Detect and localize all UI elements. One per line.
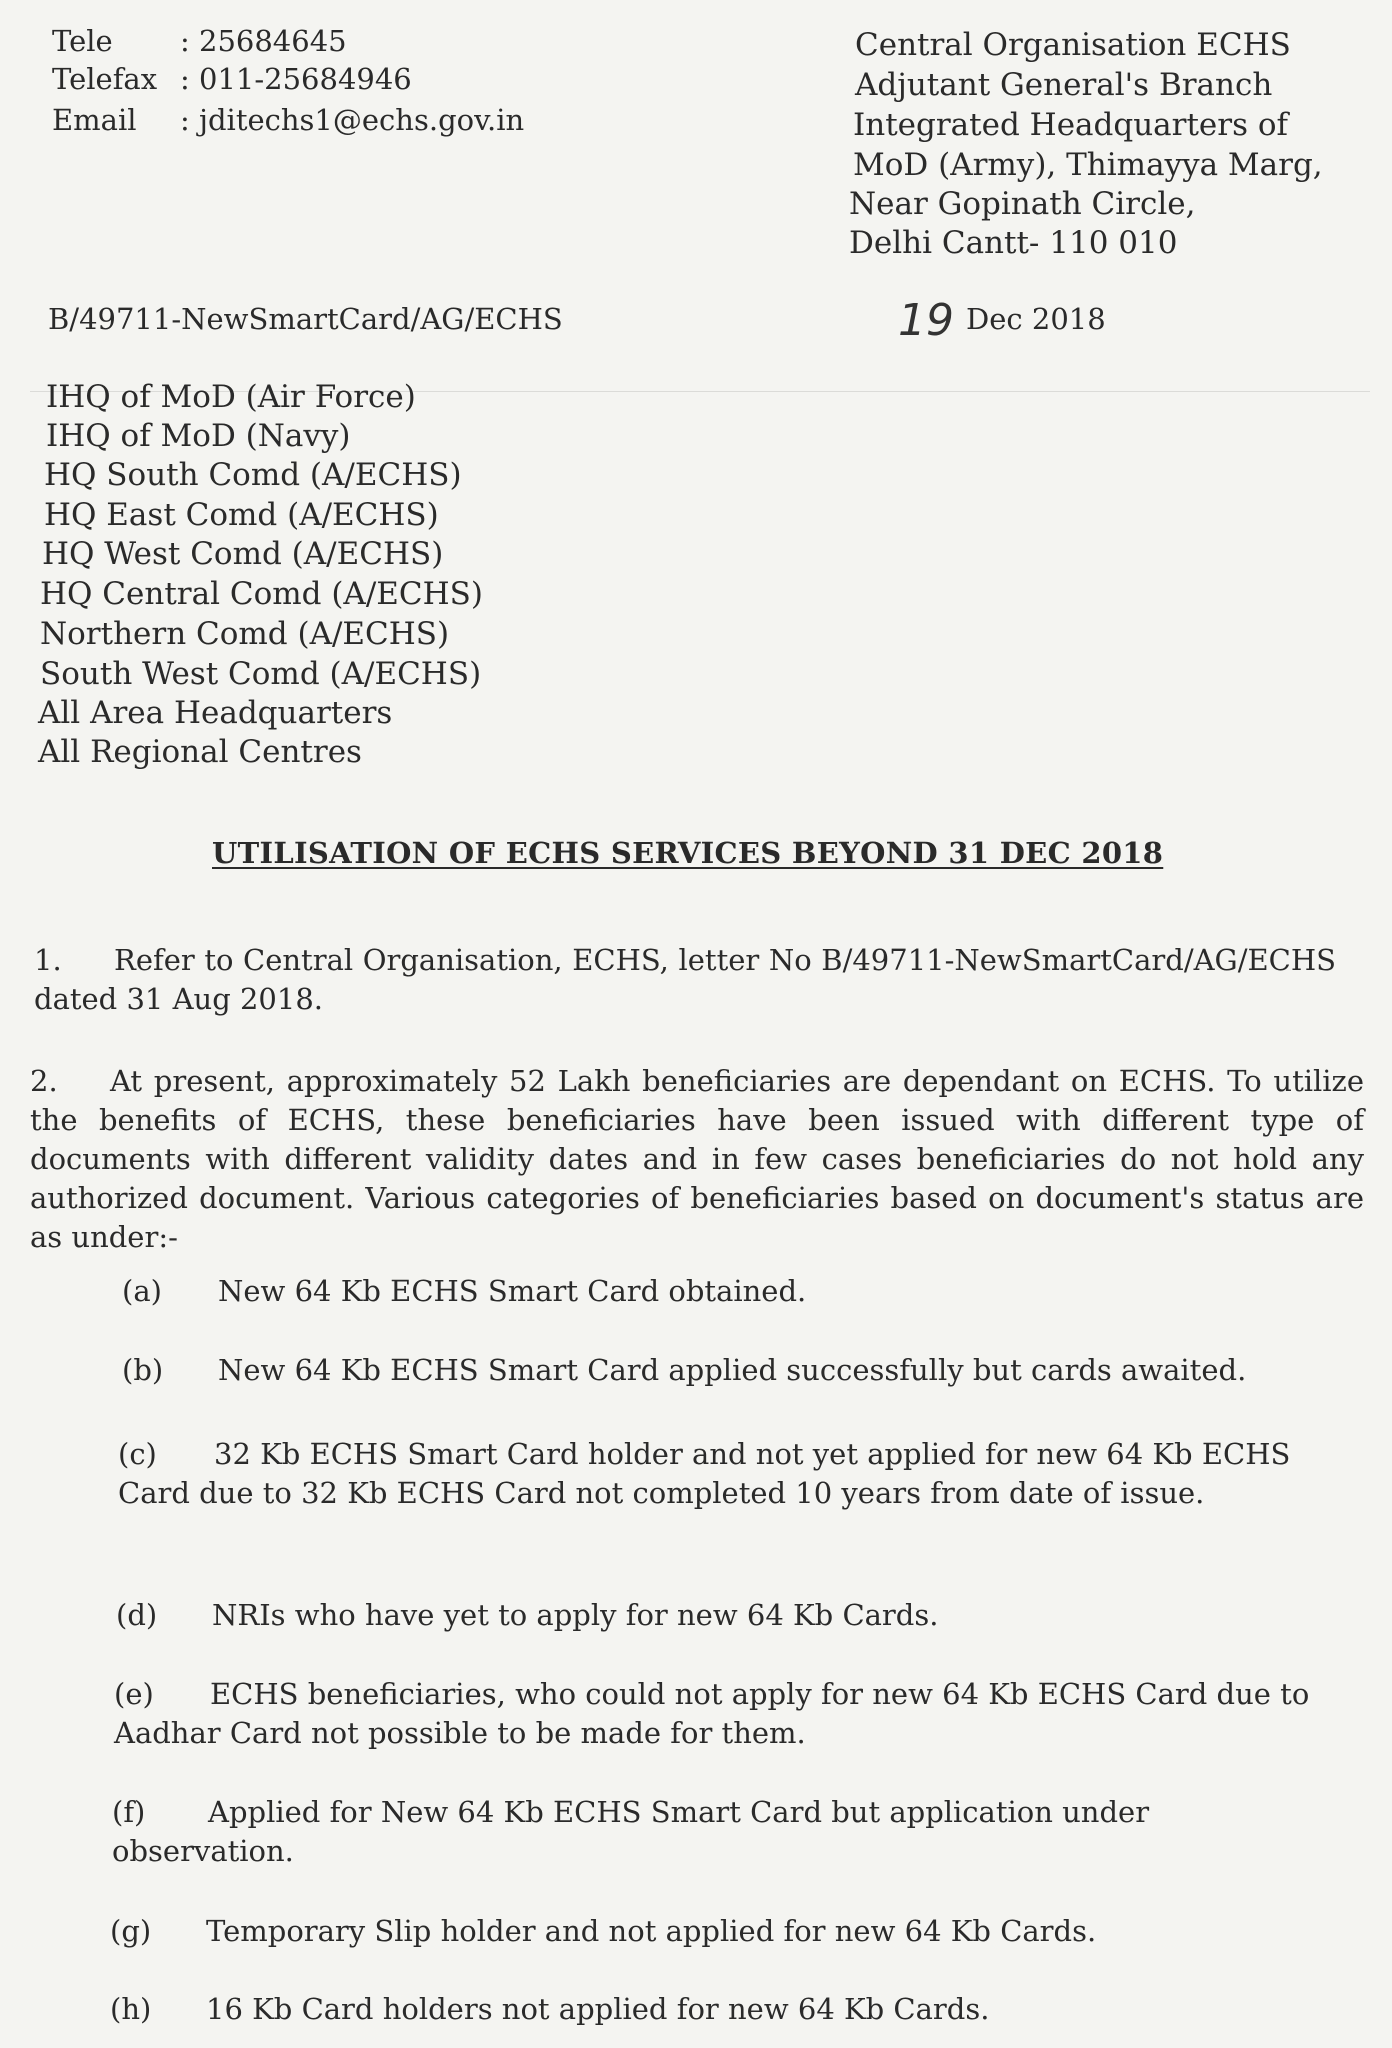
- addressee: HQ South Comd (A/ECHS): [44, 457, 462, 493]
- item-label: (h): [110, 1992, 152, 2026]
- item-label: (e): [114, 1677, 154, 1711]
- item-text: ECHS beneficiaries, who could not apply for new 64 Kb ECHS Card due to Aadhar Card not possible to be made for them.: [114, 1677, 1310, 1750]
- item-label: (c): [118, 1437, 157, 1471]
- contact-label: Telefax: [52, 62, 158, 96]
- item-text: 32 Kb ECHS Smart Card holder and not yet applied for new 64 Kb ECHS Card due to 32 Kb ECHS Card not completed 10 years from date of issue.: [118, 1437, 1291, 1510]
- item-label: (f): [112, 1795, 146, 1829]
- list-item: [118, 1435, 1328, 1513]
- letter-date: [898, 295, 1106, 346]
- subject-heading: UTILISATION OF ECHS SERVICES BEYOND 31 DEC 2018: [212, 836, 1164, 870]
- item-text: Temporary Slip holder and not applied for new 64 Kb Cards.: [206, 1914, 1097, 1948]
- address-line: Adjutant General's Branch: [855, 67, 1273, 103]
- contact-telefax: [52, 62, 412, 96]
- addressee: IHQ of MoD (Air Force): [46, 379, 416, 415]
- list-item: [122, 1272, 1342, 1311]
- contact-label: Tele: [52, 24, 113, 58]
- file-reference: B/49711-NewSmartCard/AG/ECHS: [48, 302, 563, 336]
- paragraph-number: 2.: [30, 1064, 58, 1098]
- date-month-year: Dec 2018: [966, 302, 1106, 336]
- list-item: [110, 1990, 1330, 2029]
- item-label: (d): [116, 1598, 158, 1632]
- addressee: IHQ of MoD (Navy): [46, 418, 351, 454]
- contact-value: : 011-25684946: [180, 62, 412, 96]
- address-line: Integrated Headquarters of: [853, 107, 1288, 143]
- date-day-handwritten: 19: [898, 295, 954, 346]
- paragraph-text: At present, approximately 52 Lakh beneficiaries are dependant on ECHS. To utilize the benefits of ECHS, these beneficiaries have been issued with different type of documents with different validity dates and in few cases beneficiaries do not hold any authorized document. Various categories of beneficiaries based on document's status are as under:-: [30, 1064, 1364, 1254]
- addressee: HQ West Comd (A/ECHS): [42, 536, 444, 572]
- addressee: HQ East Comd (A/ECHS): [44, 497, 439, 533]
- list-item: [112, 1793, 1332, 1871]
- addressee: Northern Comd (A/ECHS): [40, 616, 450, 652]
- item-label: (a): [122, 1274, 162, 1308]
- item-text: NRIs who have yet to apply for new 64 Kb Cards.: [212, 1598, 939, 1632]
- item-text: New 64 Kb ECHS Smart Card obtained.: [218, 1274, 807, 1308]
- contact-value: : jditechs1@echs.gov.in: [180, 103, 525, 137]
- item-text: Applied for New 64 Kb ECHS Smart Card but application under observation.: [112, 1795, 1150, 1868]
- paragraph-number: 1.: [34, 943, 62, 977]
- addressee: HQ Central Comd (A/ECHS): [40, 576, 483, 612]
- list-item: [114, 1675, 1334, 1753]
- item-label: (b): [122, 1353, 164, 1387]
- address-line: MoD (Army), Thimayya Marg,: [853, 147, 1323, 183]
- paragraph-text: Refer to Central Organisation, ECHS, letter No B/49711-NewSmartCard/AG/ECHS dated 31 Aug 2018.: [34, 943, 1336, 1016]
- item-label: (g): [110, 1914, 152, 1948]
- contact-email: [52, 103, 524, 137]
- address-line: Central Organisation ECHS: [855, 27, 1291, 63]
- addressee: All Area Headquarters: [38, 695, 393, 731]
- contact-label: Email: [52, 103, 137, 137]
- addressee: South West Comd (A/ECHS): [40, 656, 482, 692]
- paragraph-2: [30, 1062, 1364, 1257]
- list-item: [116, 1596, 1336, 1635]
- contact-value: : 25684645: [180, 24, 347, 58]
- list-item: [110, 1912, 1330, 1951]
- item-text: New 64 Kb ECHS Smart Card applied successfully but cards awaited.: [218, 1353, 1247, 1387]
- item-text: 16 Kb Card holders not applied for new 64 Kb Cards.: [206, 1992, 990, 2026]
- contact-tele: [52, 24, 347, 58]
- address-line: Near Gopinath Circle,: [849, 186, 1196, 222]
- list-item: [122, 1351, 1342, 1390]
- paragraph-1: [34, 941, 1336, 1019]
- addressee: All Regional Centres: [38, 734, 362, 770]
- address-line: Delhi Cantt- 110 010: [849, 225, 1178, 261]
